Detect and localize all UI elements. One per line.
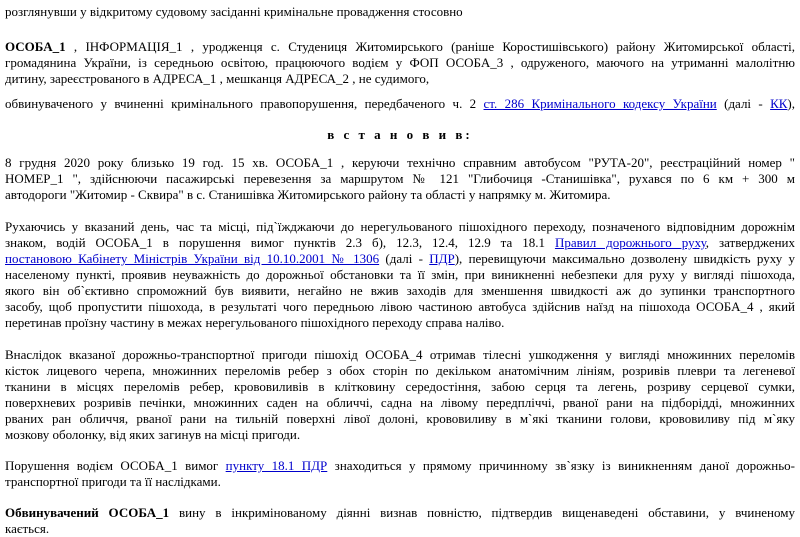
defendant-name: ОСОБА_1 [5,39,66,54]
plea-line-2: кається. [5,521,50,536]
violation-text-end: , затверджених [705,235,795,250]
charge-text-mid: (далі - [716,96,771,111]
violation-text-post: ), перевищуючи максимально дозволену швидкість руху у [454,251,795,266]
facts-line-3: автодороги "Житомир - Сквира" в с. Станишівка Житомирського району та області у напрямку м. Житомира. [5,187,611,202]
criminal-code-abbr-link[interactable]: КК [770,96,788,111]
violation-line-6: засобу, щоб пропустити пішохода, в результаті чого передньою лівою частиною автобуса здійснив наїзд на пішохода ОСОБА_4 , який [5,299,795,314]
causation-text: Порушення водієм ОСОБА_1 вимог [5,458,226,473]
injuries-line-1: Внаслідок вказаної дорожньо-транспортної пригоди пішохід ОСОБА_4 отримав тілесні ушкодження у вигляді множинних переломів [5,347,795,362]
defendant-info-text: , ІНФОРМАЦІЯ_1 , уродженця с. Студениця Житомирського (раніше Коростишівського) району Житомирської області, [65,39,795,54]
criminal-code-article-link[interactable]: ст. 286 Кримінального кодексу України [483,96,717,111]
injuries-line-6: мозкову оболонку, від яких загинув на місці пригоди. [5,427,301,442]
injuries-line-3: тканини в місцях переломів ребер, крововиливів в клітковину середостіння, забою серця та легень, розриву серцевої сумки, [5,379,795,394]
injuries-line-5: рваних ран обличчя, рваної рани на тильній поверхні лівої долоні, крововиливу в м`які тканини голови, крововиливу під м`яку [5,411,795,426]
causation-text-end: знаходиться у прямому причинному зв`язку із виникненням даної дорожньо- [327,458,795,473]
pdr-abbr-link[interactable]: ПДР [429,251,455,266]
defendant-info-line-3: дитину, зареєстрованого в АДРЕСА_1 , мешканця АДРЕСА_2 , не судимого, [5,71,430,86]
defendant-info-line-1 [5,39,795,55]
plea-line-1 [5,505,795,521]
plea-text: вину в інкримінованому діянні визнав повністю, підтвердив вищенаведені обставини, у вчиненому [169,505,795,520]
violation-line-1: Рухаючись у вказаний день, час та місці, під`їжджаючи до нерегульованого пішохідного переходу, позначеного відповідним дорожнім [5,219,795,234]
violation-line-7: перетинав проїзну частину в межах нерегульованого пішохідного переходу справа наліво. [5,315,505,330]
pdr-clause-link[interactable]: пункту 18.1 ПДР [225,458,328,473]
traffic-rules-link[interactable]: Правил дорожнього руху [554,235,706,250]
injuries-line-2: кісток лицевого черепа, множинних переломів ребер з обох сторін по декільком анатомічним лініям, розривів плеври та легеневої [5,363,795,378]
violation-text: знаком, водій ОСОБА_1 в порушення вимог пунктів 2.3 б), 12.3, 12.4, 12.9 та 18.1 [5,235,555,250]
charge-text-end: ), [787,96,796,111]
violation-text-mid: (далі - [379,251,430,266]
intro-line: розглянувши у відкритому судовому засіданні кримінальне провадження стосовно [5,4,463,19]
causation-line-2: транспортної пригоди та її наслідками. [5,474,221,489]
defendant-info-line-2: громадянина України, із середньою освітою, працюючого водієм у ФОП ОСОБА_3 , одруженого, маючого на утриманні малолітню [5,55,795,70]
plea-defendant-label: Обвинувачений ОСОБА_1 [5,505,170,520]
violation-line-5: якого він об`єктивно спроможний був виявити, негайно не вжив заходів для зменшення швидкості аж до зупинки транспортного [5,283,795,298]
violation-line-3 [5,251,795,267]
injuries-line-4: поверхневих розривів печінки, множинних саден на обличчі, садна на лівому передпліччі, рваної рани на підборідді, множинних [5,395,795,410]
facts-line-2: НОМЕР_1 ", здійснюючи пасажирські перевезення за маршрутом № 121 "Глибочиця -Станишівка", рухався по 6 км + 300 м [5,171,795,186]
charge-text: обвинуваченого у вчиненні кримінального правопорушення, передбаченого ч. 2 [5,96,484,111]
section-heading: в с т а н о в и в: [327,127,473,142]
violation-line-4: населеному пункті, проявив неуважність до дорожньої обстановки та її змін, при виникненні небезпеки для руху у вигляді пішохода, [5,267,795,282]
cabinet-resolution-link[interactable]: постановою Кабінету Міністрів України від 10.10.2001 № 1306 [5,251,380,266]
charge-line [5,96,795,112]
causation-line-1 [5,458,795,474]
facts-line-1: 8 грудня 2020 року близько 19 год. 15 хв. ОСОБА_1 , керуючи технічно справним автобусом "РУТА-20", реєстраційний номер " [5,155,795,170]
violation-line-2 [5,235,795,251]
